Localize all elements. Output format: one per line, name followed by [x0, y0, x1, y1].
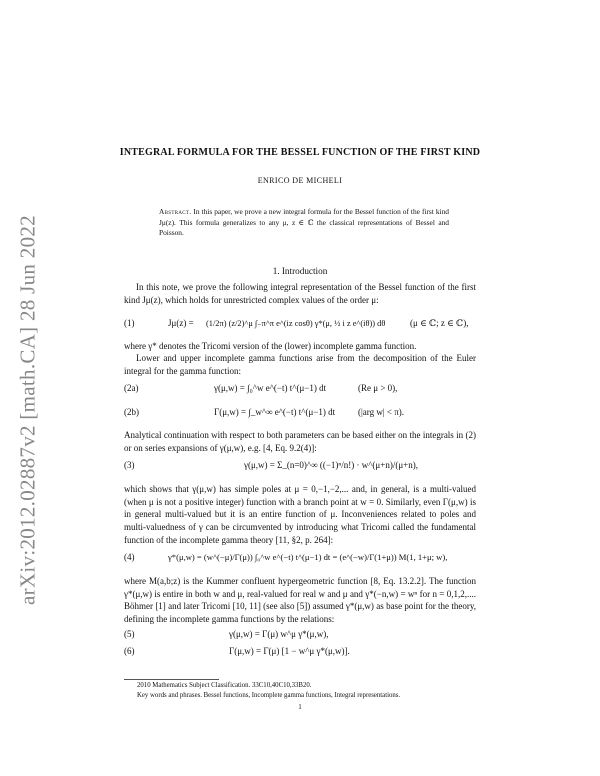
paragraph-1: In this note, we prove the following integral representation of the Bessel function of the first kind Jμ(z), which holds for unrestricted complex values of the order μ: — [124, 282, 476, 305]
equation-4 — [124, 552, 476, 570]
equation-2a-body: γ(μ,w) = ∫₀^w e^(−t) t^(μ−1) dt — [214, 383, 327, 393]
equation-2b-body: Γ(μ,w) = ∫_w^∞ e^(−t) t^(μ−1) dt — [214, 407, 336, 417]
equation-number: (2a) — [124, 383, 139, 393]
paragraph-5: where M(a,b;z) is the Kummer confluent hypergeometric function [8, Eq. 13.2.2]. The function γ*(μ,w) is entire in both w and μ, real-valued for real w and μ and γ*(−n,w) = wⁿ for n = 0,1,2,.... Böhmer [1] and later Tricomi [10, 11] (see also [5]) assumed γ*(μ,w) as base point for the theory, defining the incomplete gamma functions by the relations: — [124, 576, 476, 625]
equation-3-body: γ(μ,w) = Σ_(n=0)^∞ ((−1)ⁿ/n!) · w^(μ+n)/(μ+n), — [244, 460, 418, 470]
paper-title: INTEGRAL FORMULA FOR THE BESSEL FUNCTION OF THE FIRST KIND — [119, 147, 481, 158]
footnote-rule — [124, 679, 219, 680]
equation-4-body: γ*(μ,w) = (w^(−μ)/Γ(μ)) ∫₀^w e^(−t) t^(μ−1) dt = (e^(−w)/Γ(1+μ)) M(1, 1+μ; w), — [168, 552, 448, 562]
footnote-keywords: Key words and phrases. Bessel functions, Incomplete gamma functions, Integral representations. — [137, 692, 401, 699]
equation-2a-condition: (Re μ > 0), — [358, 383, 398, 393]
paragraph-3: Analytical continuation with respect to both parameters can be based either on the integrals in (2) or on series expansions of γ(μ,w), e.g. [4, Eq. 9.2(4)]: — [124, 430, 476, 453]
equation-number: (6) — [124, 646, 135, 656]
equation-6-body: Γ(μ,w) = Γ(μ) [1 − w^μ γ*(μ,w)]. — [229, 646, 350, 656]
equation-2a — [124, 383, 476, 401]
footnote-msc: 2010 Mathematics Subject Classification. 33C10,40C10,33B20. — [137, 682, 312, 689]
equation-5-body: γ(μ,w) = Γ(μ) w^μ γ*(μ,w), — [229, 629, 329, 639]
section-heading: 1. Introduction — [272, 266, 328, 276]
equation-2b-condition: (|arg w| < π). — [358, 407, 405, 417]
equation-1-body: (1/2π) (z/2)^μ ∫₋π^π e^(iz cosθ) γ*(μ, ½ i z e^(iθ)) dθ — [206, 319, 386, 328]
abstract — [159, 207, 449, 239]
page-number: 1 — [298, 703, 302, 711]
equation-number: (1) — [124, 318, 135, 328]
equation-1-condition: (μ ∈ ℂ; z ∈ ℂ), — [410, 318, 469, 328]
author-name: ENRICO DE MICHELI — [257, 176, 343, 185]
paragraph-2b: Lower and upper incomplete gamma functions arise from the decomposition of the Euler integral for the gamma function: — [124, 353, 476, 376]
equation-2b — [124, 407, 476, 425]
equation-number: (5) — [124, 629, 135, 639]
equation-number: (3) — [124, 460, 135, 470]
equation-number: (4) — [124, 552, 135, 562]
arxiv-stamp: arXiv:2012.02887v2 [math.CA] 28 Jun 2022 — [15, 215, 40, 605]
abstract-text: In this paper, we prove a new integral formula for the Bessel function of the first kind Jμ(z). This formula generalizes to any μ, z ∈ ℂ the classical representations of Bessel and Poisson. — [159, 207, 449, 237]
equation-1-lhs: Jμ(z) = — [168, 318, 194, 328]
equation-6 — [124, 646, 476, 664]
equation-number: (2b) — [124, 407, 139, 417]
equation-1 — [124, 318, 476, 336]
equation-3 — [124, 460, 476, 478]
paragraph-4: which shows that γ(μ,w) has simple poles at μ = 0,−1,−2,... and, in general, is a multi-valued (when μ is not a positive integer) function with a branch point at w = 0. Similarly, even Γ(μ,w) is in general multi-valued but it is an entire function of μ. Inconveniences related to poles and multi-valuedness of γ can be circumvented by introducing what Tricomi called the fundamental function of the incomplete gamma theory [11, §2, p. 264]: — [124, 484, 476, 545]
equation-5 — [124, 629, 476, 647]
paragraph-2a: where γ* denotes the Tricomi version of the (lower) incomplete gamma function. — [124, 341, 417, 351]
abstract-label: Abstract. — [159, 207, 192, 216]
